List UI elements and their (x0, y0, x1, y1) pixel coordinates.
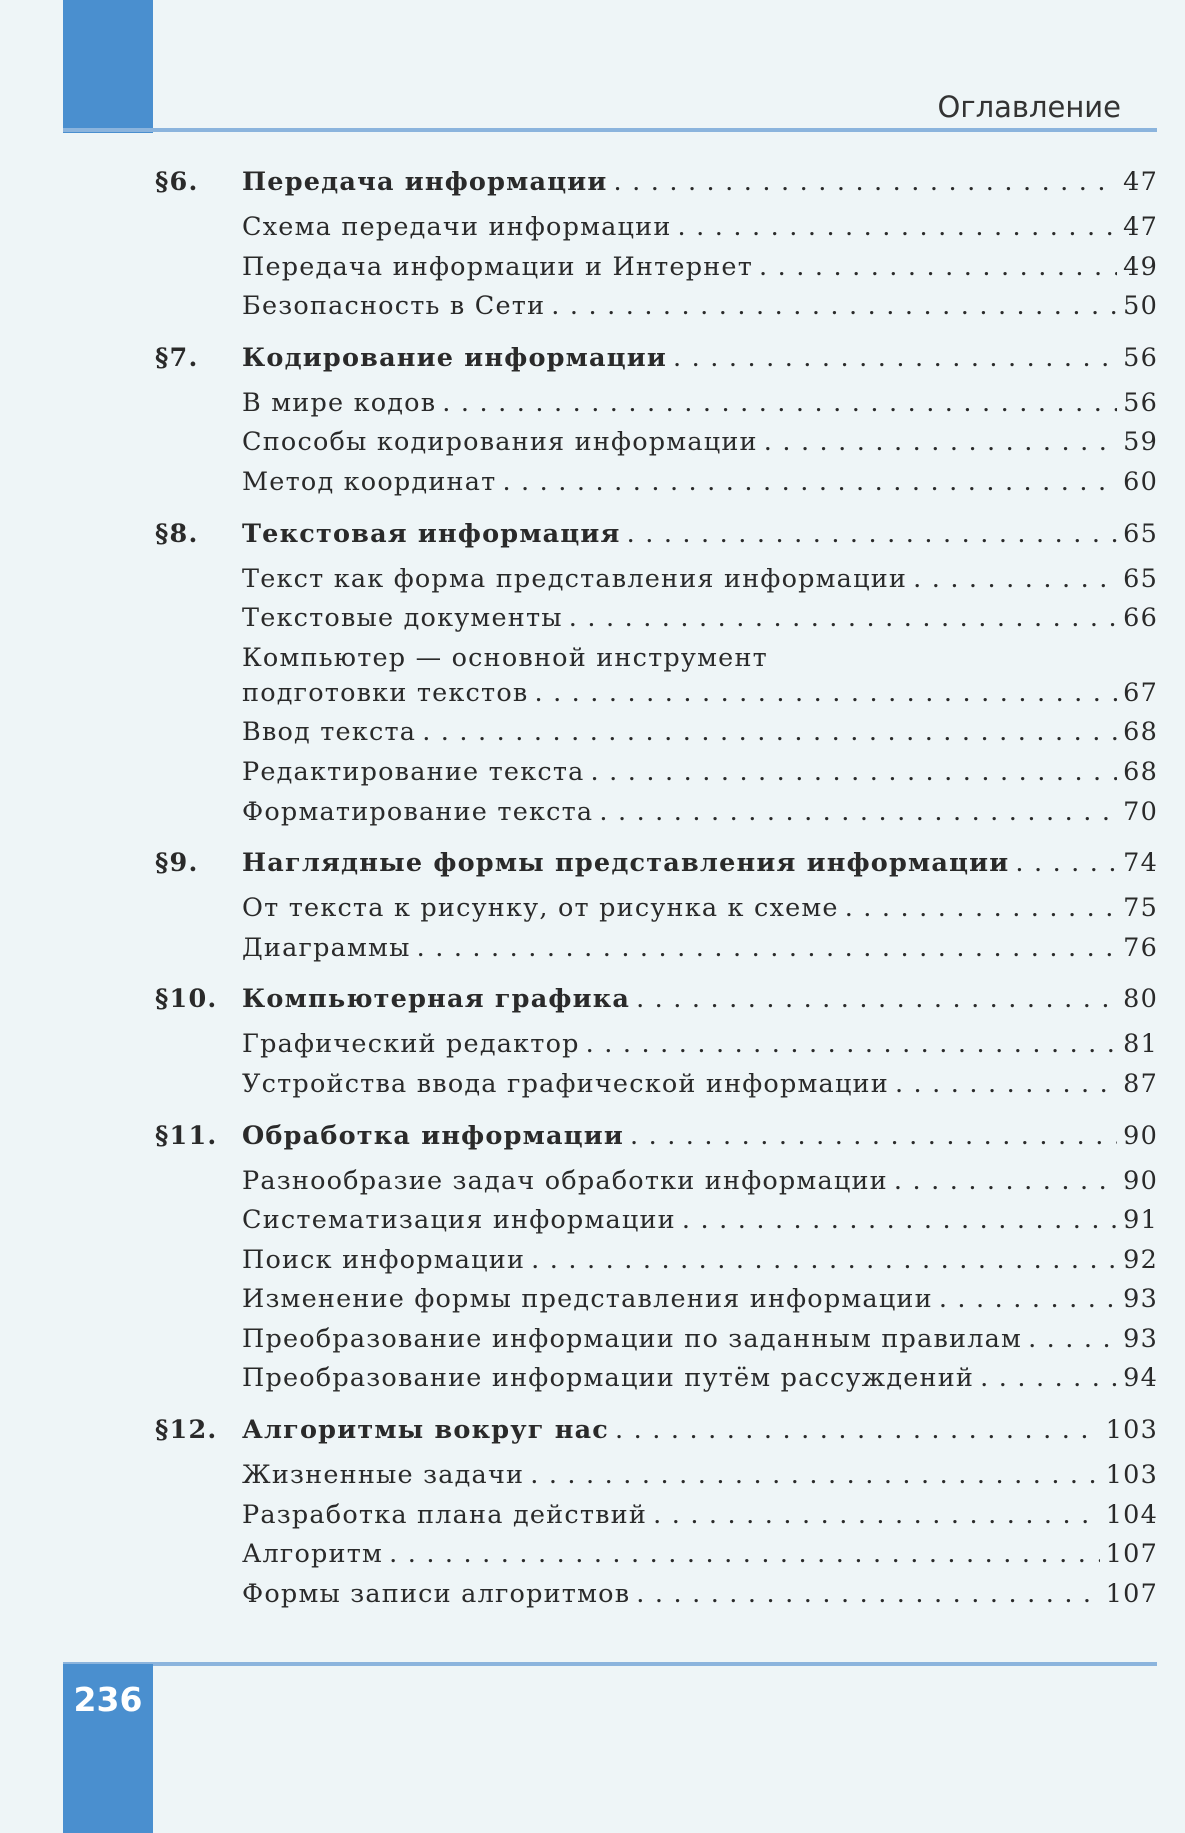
dot-leader (599, 797, 1117, 827)
toc-entry (155, 212, 1158, 252)
section-heading (155, 848, 1158, 893)
entry-title: Поиск информации (242, 1244, 526, 1275)
entry-page: 47 (1123, 212, 1158, 242)
dot-leader (531, 1245, 1117, 1275)
dot-leader (636, 984, 1117, 1014)
entry-page: 70 (1123, 796, 1158, 827)
toc-entry (155, 1284, 1158, 1324)
toc-entry (155, 1539, 1158, 1579)
entry-title: Компьютер — основной инструмент (242, 642, 768, 673)
entry-title: Изменение формы представления информации (242, 1284, 933, 1315)
entry-title: Ввод текста (242, 717, 417, 748)
page-title: Оглавление (937, 90, 1121, 124)
toc-entry (155, 1245, 1158, 1285)
dot-leader (442, 388, 1117, 418)
section-title: Передача информации (242, 167, 608, 197)
section-page: 103 (1105, 1415, 1158, 1446)
section-page: 65 (1123, 518, 1158, 549)
entry-page: 91 (1123, 1205, 1158, 1236)
entry-title: Систематизация информации (242, 1205, 676, 1236)
entry-title: Текст как форма представления информации (242, 563, 908, 594)
toc-entry (155, 1029, 1158, 1069)
entry-title: Передача информации и Интернет (242, 251, 754, 282)
dot-leader (530, 1460, 1100, 1490)
toc-entry (155, 678, 1158, 718)
entry-page: 66 (1123, 603, 1158, 634)
dot-leader (591, 757, 1118, 787)
section-heading (155, 343, 1158, 388)
toc-entry (155, 1500, 1158, 1540)
section-heading (155, 167, 1158, 212)
dot-leader (614, 167, 1118, 197)
toc-entry (155, 603, 1158, 643)
entry-page: 92 (1123, 1244, 1158, 1275)
section-number: §8. (155, 518, 199, 549)
table-of-contents (155, 167, 1158, 1630)
entry-page: 93 (1123, 1284, 1158, 1315)
entry-title: Жизненные задачи (242, 1460, 525, 1491)
section-title: Обработка информации (242, 1120, 624, 1151)
entry-title: Способы кодирования информации (242, 427, 758, 458)
dot-leader (630, 1121, 1117, 1151)
entry-page: 56 (1123, 387, 1158, 418)
entry-title: Редактирование текста (242, 756, 585, 787)
section-title: Алгоритмы вокруг нас (242, 1415, 610, 1446)
toc-entry (155, 1324, 1158, 1364)
toc-entry (155, 933, 1158, 973)
entry-title: Форматирование текста (242, 796, 594, 827)
section-title: Кодирование информации (242, 342, 668, 373)
dot-leader (939, 1284, 1117, 1314)
entry-page: 68 (1123, 717, 1158, 748)
entry-title: Формы записи алгоритмов (242, 1578, 631, 1609)
entry-title: Алгоритм (242, 1539, 384, 1570)
toc-entry (155, 1069, 1158, 1109)
dot-leader (502, 467, 1117, 497)
header-rule (63, 128, 1157, 132)
header-color-band (63, 0, 153, 133)
entry-page: 107 (1105, 1578, 1158, 1609)
section-heading (155, 1415, 1158, 1460)
dot-leader (1015, 848, 1117, 878)
section-heading (155, 519, 1158, 564)
entry-title: Графический редактор (242, 1029, 580, 1060)
toc-entry (155, 717, 1158, 757)
entry-page: 103 (1105, 1460, 1158, 1491)
dot-leader (980, 1363, 1117, 1393)
entry-title: Диаграммы (242, 932, 411, 963)
entry-page: 75 (1123, 893, 1158, 924)
entry-page: 87 (1123, 1068, 1158, 1099)
section-page: 80 (1123, 984, 1158, 1015)
entry-page: 93 (1123, 1323, 1158, 1354)
dot-leader (682, 1205, 1117, 1235)
toc-section (155, 984, 1158, 1108)
toc-section (155, 1415, 1158, 1618)
entry-title: Схема передачи информации (242, 212, 672, 242)
section-page: 90 (1123, 1120, 1158, 1151)
dot-leader (389, 1539, 1100, 1569)
dot-leader (534, 678, 1117, 708)
toc-entry (155, 1205, 1158, 1245)
section-number: §11. (155, 1120, 218, 1151)
toc-entry (155, 388, 1158, 428)
dot-leader (586, 1029, 1117, 1059)
entry-title: Безопасность в Сети (242, 291, 546, 322)
toc-entry (155, 797, 1158, 837)
entry-page: 107 (1105, 1539, 1158, 1570)
entry-page: 104 (1105, 1499, 1158, 1530)
entry-title: Метод координат (242, 466, 497, 497)
dot-leader (894, 1166, 1117, 1196)
dot-leader (913, 564, 1117, 594)
entry-title: От текста к рисунку, от рисунка к схеме (242, 893, 839, 924)
dot-leader (764, 427, 1117, 457)
toc-section (155, 167, 1158, 331)
dot-leader (422, 717, 1117, 747)
entry-page: 59 (1123, 427, 1158, 458)
dot-leader (417, 933, 1118, 963)
entry-page: 76 (1123, 932, 1158, 963)
dot-leader (615, 1415, 1100, 1445)
entry-title: В мире кодов (242, 387, 437, 418)
section-number: §9. (155, 848, 199, 879)
dot-leader (551, 291, 1117, 321)
entry-page: 50 (1123, 291, 1158, 322)
footer-rule (63, 1662, 1157, 1666)
entry-page: 67 (1123, 677, 1158, 708)
section-title: Компьютерная графика (242, 984, 631, 1015)
section-title: Наглядные формы представления информации (242, 848, 1010, 879)
toc-entry (155, 893, 1158, 933)
page-number: 236 (73, 1680, 143, 1719)
section-page: 56 (1123, 342, 1158, 373)
toc-entry-line (155, 643, 1158, 678)
dot-leader (636, 1579, 1099, 1609)
entry-page: 49 (1123, 251, 1158, 282)
entry-title: Разнообразие задач обработки информации (242, 1165, 888, 1196)
entry-page: 90 (1123, 1165, 1158, 1196)
dot-leader (1028, 1324, 1117, 1354)
toc-entry (155, 427, 1158, 467)
section-page: 74 (1123, 848, 1158, 879)
toc-entry (155, 1166, 1158, 1206)
entry-page: 65 (1123, 563, 1158, 594)
section-number: §10. (155, 984, 218, 1015)
section-heading (155, 1121, 1158, 1166)
toc-entry (155, 252, 1158, 292)
section-page: 47 (1123, 167, 1158, 197)
toc-entry (155, 564, 1158, 604)
toc-section (155, 343, 1158, 507)
toc-section (155, 1121, 1158, 1404)
dot-leader (895, 1069, 1117, 1099)
entry-title: Преобразование информации путём рассуждений (242, 1363, 975, 1394)
section-number: §12. (155, 1415, 218, 1446)
toc-section (155, 848, 1158, 972)
toc-section (155, 519, 1158, 837)
entry-title: Разработка плана действий (242, 1499, 648, 1530)
section-number: §6. (155, 167, 199, 197)
section-title: Текстовая информация (242, 518, 621, 549)
section-number: §7. (155, 342, 199, 373)
entry-title: Текстовые документы (242, 603, 563, 634)
dot-leader (678, 212, 1118, 242)
toc-entry (155, 1363, 1158, 1403)
section-heading (155, 984, 1158, 1029)
entry-title-continued: подготовки текстов (242, 677, 529, 708)
dot-leader (627, 519, 1118, 549)
entry-page: 60 (1123, 466, 1158, 497)
dot-leader (673, 343, 1117, 373)
entry-page: 81 (1123, 1029, 1158, 1060)
entry-title: Устройства ввода графической информации (242, 1068, 889, 1099)
entry-page: 68 (1123, 756, 1158, 787)
toc-entry (155, 1460, 1158, 1500)
dot-leader (569, 603, 1117, 633)
dot-leader (653, 1500, 1100, 1530)
entry-title: Преобразование информации по заданным правилам (242, 1323, 1023, 1354)
dot-leader (759, 252, 1117, 282)
toc-entry (155, 467, 1158, 507)
toc-entry (155, 757, 1158, 797)
entry-page: 94 (1123, 1363, 1158, 1394)
dot-leader (845, 893, 1117, 923)
toc-entry (155, 1579, 1158, 1619)
toc-entry (155, 291, 1158, 331)
